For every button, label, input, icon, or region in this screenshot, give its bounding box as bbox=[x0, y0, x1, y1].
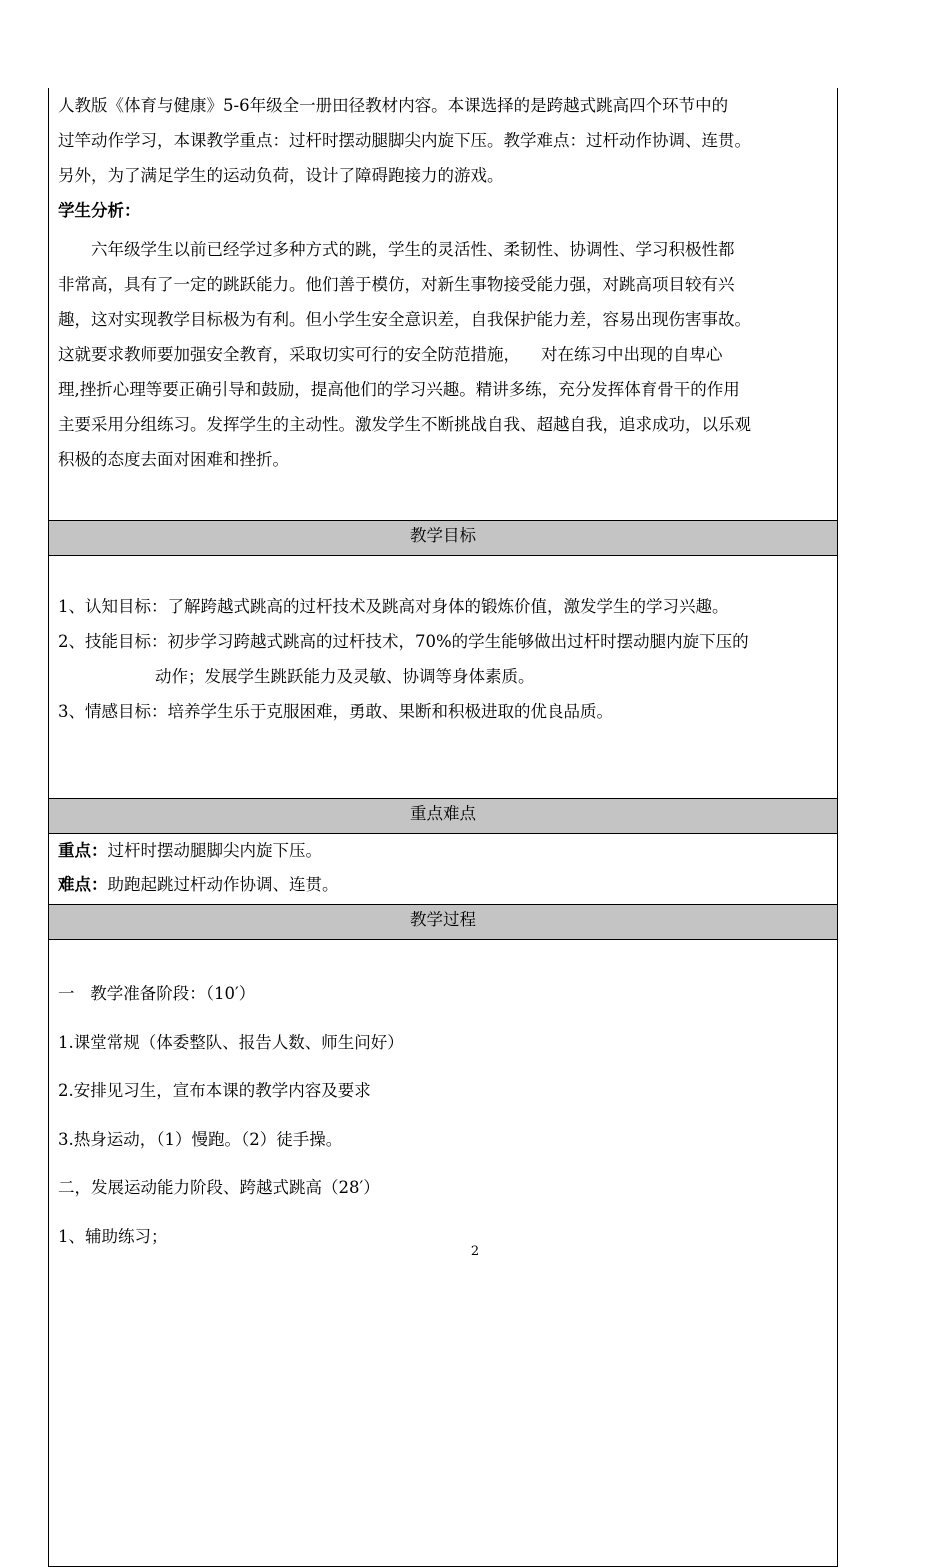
process-line: 1.课堂常规（体委整队、报告人数、师生问好） bbox=[58, 1032, 404, 1052]
process-line: 2.安排见习生，宣布本课的教学内容及要求 bbox=[58, 1081, 371, 1100]
key-point-line bbox=[58, 834, 829, 868]
analysis-line: 主要采用分组练习。发挥学生的主动性。激发学生不断挑战自我、超越自我，追求成功，以乐观 bbox=[58, 415, 751, 434]
difficult-point-line bbox=[58, 868, 829, 902]
intro-line: 另外，为了满足学生的运动负荷，设计了障碍跑接力的游戏。 bbox=[58, 166, 504, 185]
key-points-section bbox=[49, 834, 837, 904]
analysis-line: 理,挫折心理等要正确引导和鼓励，提高他们的学习兴趣。精讲多练，充分发挥体育骨干的作用 bbox=[58, 380, 740, 399]
key-label: 重点： bbox=[58, 841, 108, 860]
goal-item: 3、情感目标：培养学生乐于克服困难，勇敢、果断和积极进取的优良品质。 bbox=[58, 702, 613, 721]
goal-item: 1、认知目标：了解跨越式跳高的过杆技术及跳高对身体的锻炼价值，激发学生的学习兴趣。 bbox=[58, 597, 729, 616]
key-points-header: 重点难点 bbox=[49, 798, 837, 834]
lesson-plan-table bbox=[48, 88, 838, 1567]
goal-item-continuation: 动作；发展学生跳跃能力及灵敏、协调等身体素质。 bbox=[155, 667, 535, 686]
analysis-line: 这就要求教师要加强安全教育，采取切实可行的安全防范措施， 对在练习中出现的自卑心 bbox=[58, 345, 723, 364]
process-line: 一 教学准备阶段：（10′） bbox=[58, 984, 256, 1003]
student-analysis-heading: 学生分析： bbox=[58, 201, 141, 220]
process-line: 二，发展运动能力阶段、跨越式跳高（28′） bbox=[58, 1178, 380, 1197]
analysis-line: 积极的态度去面对困难和挫折。 bbox=[58, 450, 289, 469]
intro-section bbox=[49, 88, 837, 520]
goals-section bbox=[49, 556, 837, 798]
analysis-line: 非常高，具有了一定的跳跃能力。他们善于模仿，对新生事物接受能力强，对跳高项目较有兴 bbox=[58, 275, 735, 294]
intro-line: 人教版《体育与健康》5-6年级全一册田径教材内容。本课选择的是跨越式跳高四个环节中的 bbox=[58, 96, 729, 115]
page-number: 2 bbox=[470, 1244, 480, 1259]
difficult-label: 难点： bbox=[58, 875, 108, 894]
intro-line: 过竿动作学习，本课教学重点：过杆时摆动腿脚尖内旋下压。教学难点：过杆动作协调、连贯。 bbox=[58, 131, 751, 150]
process-line: 3.热身运动，（1）慢跑。（2）徒手操。 bbox=[58, 1129, 343, 1149]
spacer bbox=[58, 559, 829, 589]
goal-item: 2、技能目标：初步学习跨越式跳高的过杆技术，70%的学生能够做出过杆时摆动腿内旋下压的 bbox=[58, 632, 749, 651]
process-line: 1、辅助练习； bbox=[58, 1226, 168, 1246]
process-header: 教学过程 bbox=[49, 904, 837, 940]
analysis-line: 趣，这对实现教学目标极为有利。但小学生安全意识差，自我保护能力差，容易出现伤害事故。 bbox=[58, 310, 751, 329]
analysis-line: 六年级学生以前已经学过多种方式的跳，学生的灵活性、柔韧性、协调性、学习积极性都 bbox=[91, 240, 735, 259]
spacer bbox=[58, 940, 829, 970]
key-text: 过杆时摆动腿脚尖内旋下压。 bbox=[107, 841, 322, 860]
goals-header: 教学目标 bbox=[49, 520, 837, 556]
difficult-text: 助跑起跳过杆动作协调、连贯。 bbox=[107, 875, 339, 894]
